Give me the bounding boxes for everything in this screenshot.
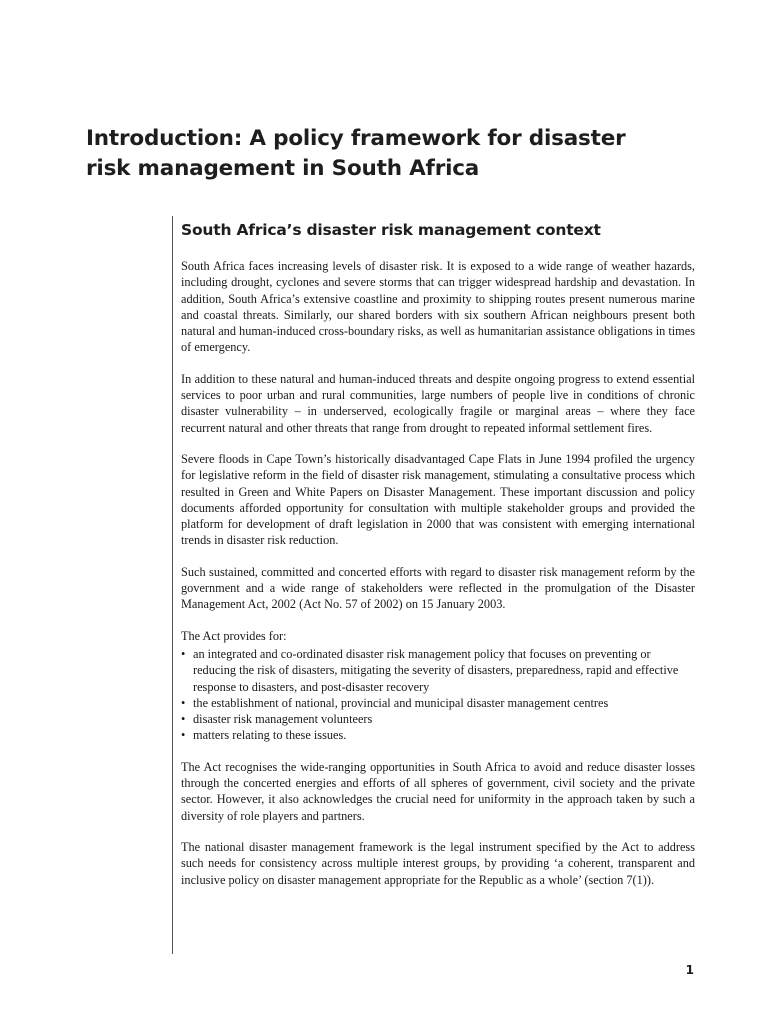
section-heading: South Africa’s disaster risk management context bbox=[181, 221, 601, 239]
body-paragraph-3: Severe floods in Cape Town’s historically disadvantaged Cape Flats in June 1994 profiled the urgency for legislative reform in the field of disaster risk management, stimulating a consultative process which resulted in Green and White Papers on Disaster Management. These important discussion and policy documents afforded opportunity for consultation with multiple stakeholder groups and provided the platform for development of draft legislation in 2000 that was consistent with emerging international trends in disaster risk reduction. bbox=[181, 451, 695, 548]
body-paragraph-6: The national disaster management framework is the legal instrument specified by the Act to address such needs for consistency across multiple interest groups, by providing ‘a coherent, transparent and inclusive policy on disaster management appropriate for the Republic as a whole’ (section 7(1)). bbox=[181, 839, 695, 887]
bullet-marker: • bbox=[181, 712, 186, 727]
page-number: 1 bbox=[685, 963, 694, 977]
list-item-text: an integrated and co-ordinated disaster risk management policy that focuses on preventing or reducing the risk of disasters, mitigating the severity of disasters, preparedness, rapid and effective response to disasters, and post-disaster recovery bbox=[193, 646, 679, 694]
list-item bbox=[181, 646, 695, 695]
body-paragraph-1: South Africa faces increasing levels of disaster risk. It is exposed to a wide range of weather hazards, including drought, cyclones and severe storms that can trigger widespread hardship and devastation. In addition, South Africa’s extensive coastline and proximity to shipping routes present numerous marine and coastal threats. Similarly, our shared borders with six southern African neighbours present both natural and human-induced cross-boundary risks, as well as humanitarian assistance obligations in times of emergency. bbox=[181, 259, 695, 355]
list-item bbox=[181, 727, 695, 743]
bullet-list bbox=[181, 646, 695, 744]
body-paragraph-4: Such sustained, committed and concerted efforts with regard to disaster risk management reform by the government and a wide range of stakeholders were reflected in the promulgation of the Disaster Management Act, 2002 (Act No. 57 of 2002) on 15 January 2003. bbox=[181, 564, 695, 612]
page-title bbox=[86, 124, 726, 184]
list-item-text: disaster risk management volunteers bbox=[193, 712, 373, 727]
bullet-marker: • bbox=[181, 728, 186, 743]
page-title-line-1: Introduction: A policy framework for disaster bbox=[86, 126, 626, 151]
body-paragraph-2: In addition to these natural and human-induced threats and despite ongoing progress to extend essential services to poor urban and rural communities, large numbers of people live in conditions of chronic disaster vulnerability – in underserved, ecologically fragile or marginal areas – where they face recurrent natural and other threats that range from drought to repeated informal settlement fires. bbox=[181, 371, 695, 435]
list-item-text: the establishment of national, provincial and municipal disaster management centres bbox=[193, 695, 609, 710]
list-item bbox=[181, 711, 695, 727]
body-paragraph-5: The Act recognises the wide-ranging opportunities in South Africa to avoid and reduce disaster losses through the concerted energies and efforts of all spheres of government, civil society and the private sector. However, it also acknowledges the crucial need for uniformity in the approach taken by such a diversity of role players and partners. bbox=[181, 759, 695, 823]
list-item-text: matters relating to these issues. bbox=[193, 728, 347, 743]
list-item bbox=[181, 695, 695, 711]
section-margin-rule bbox=[172, 216, 173, 954]
list-intro: The Act provides for: bbox=[181, 628, 287, 643]
bullet-marker: • bbox=[181, 695, 186, 710]
bullet-marker: • bbox=[181, 646, 186, 661]
section-body bbox=[181, 216, 695, 903]
page-title-line-2: risk management in South Africa bbox=[86, 156, 480, 181]
